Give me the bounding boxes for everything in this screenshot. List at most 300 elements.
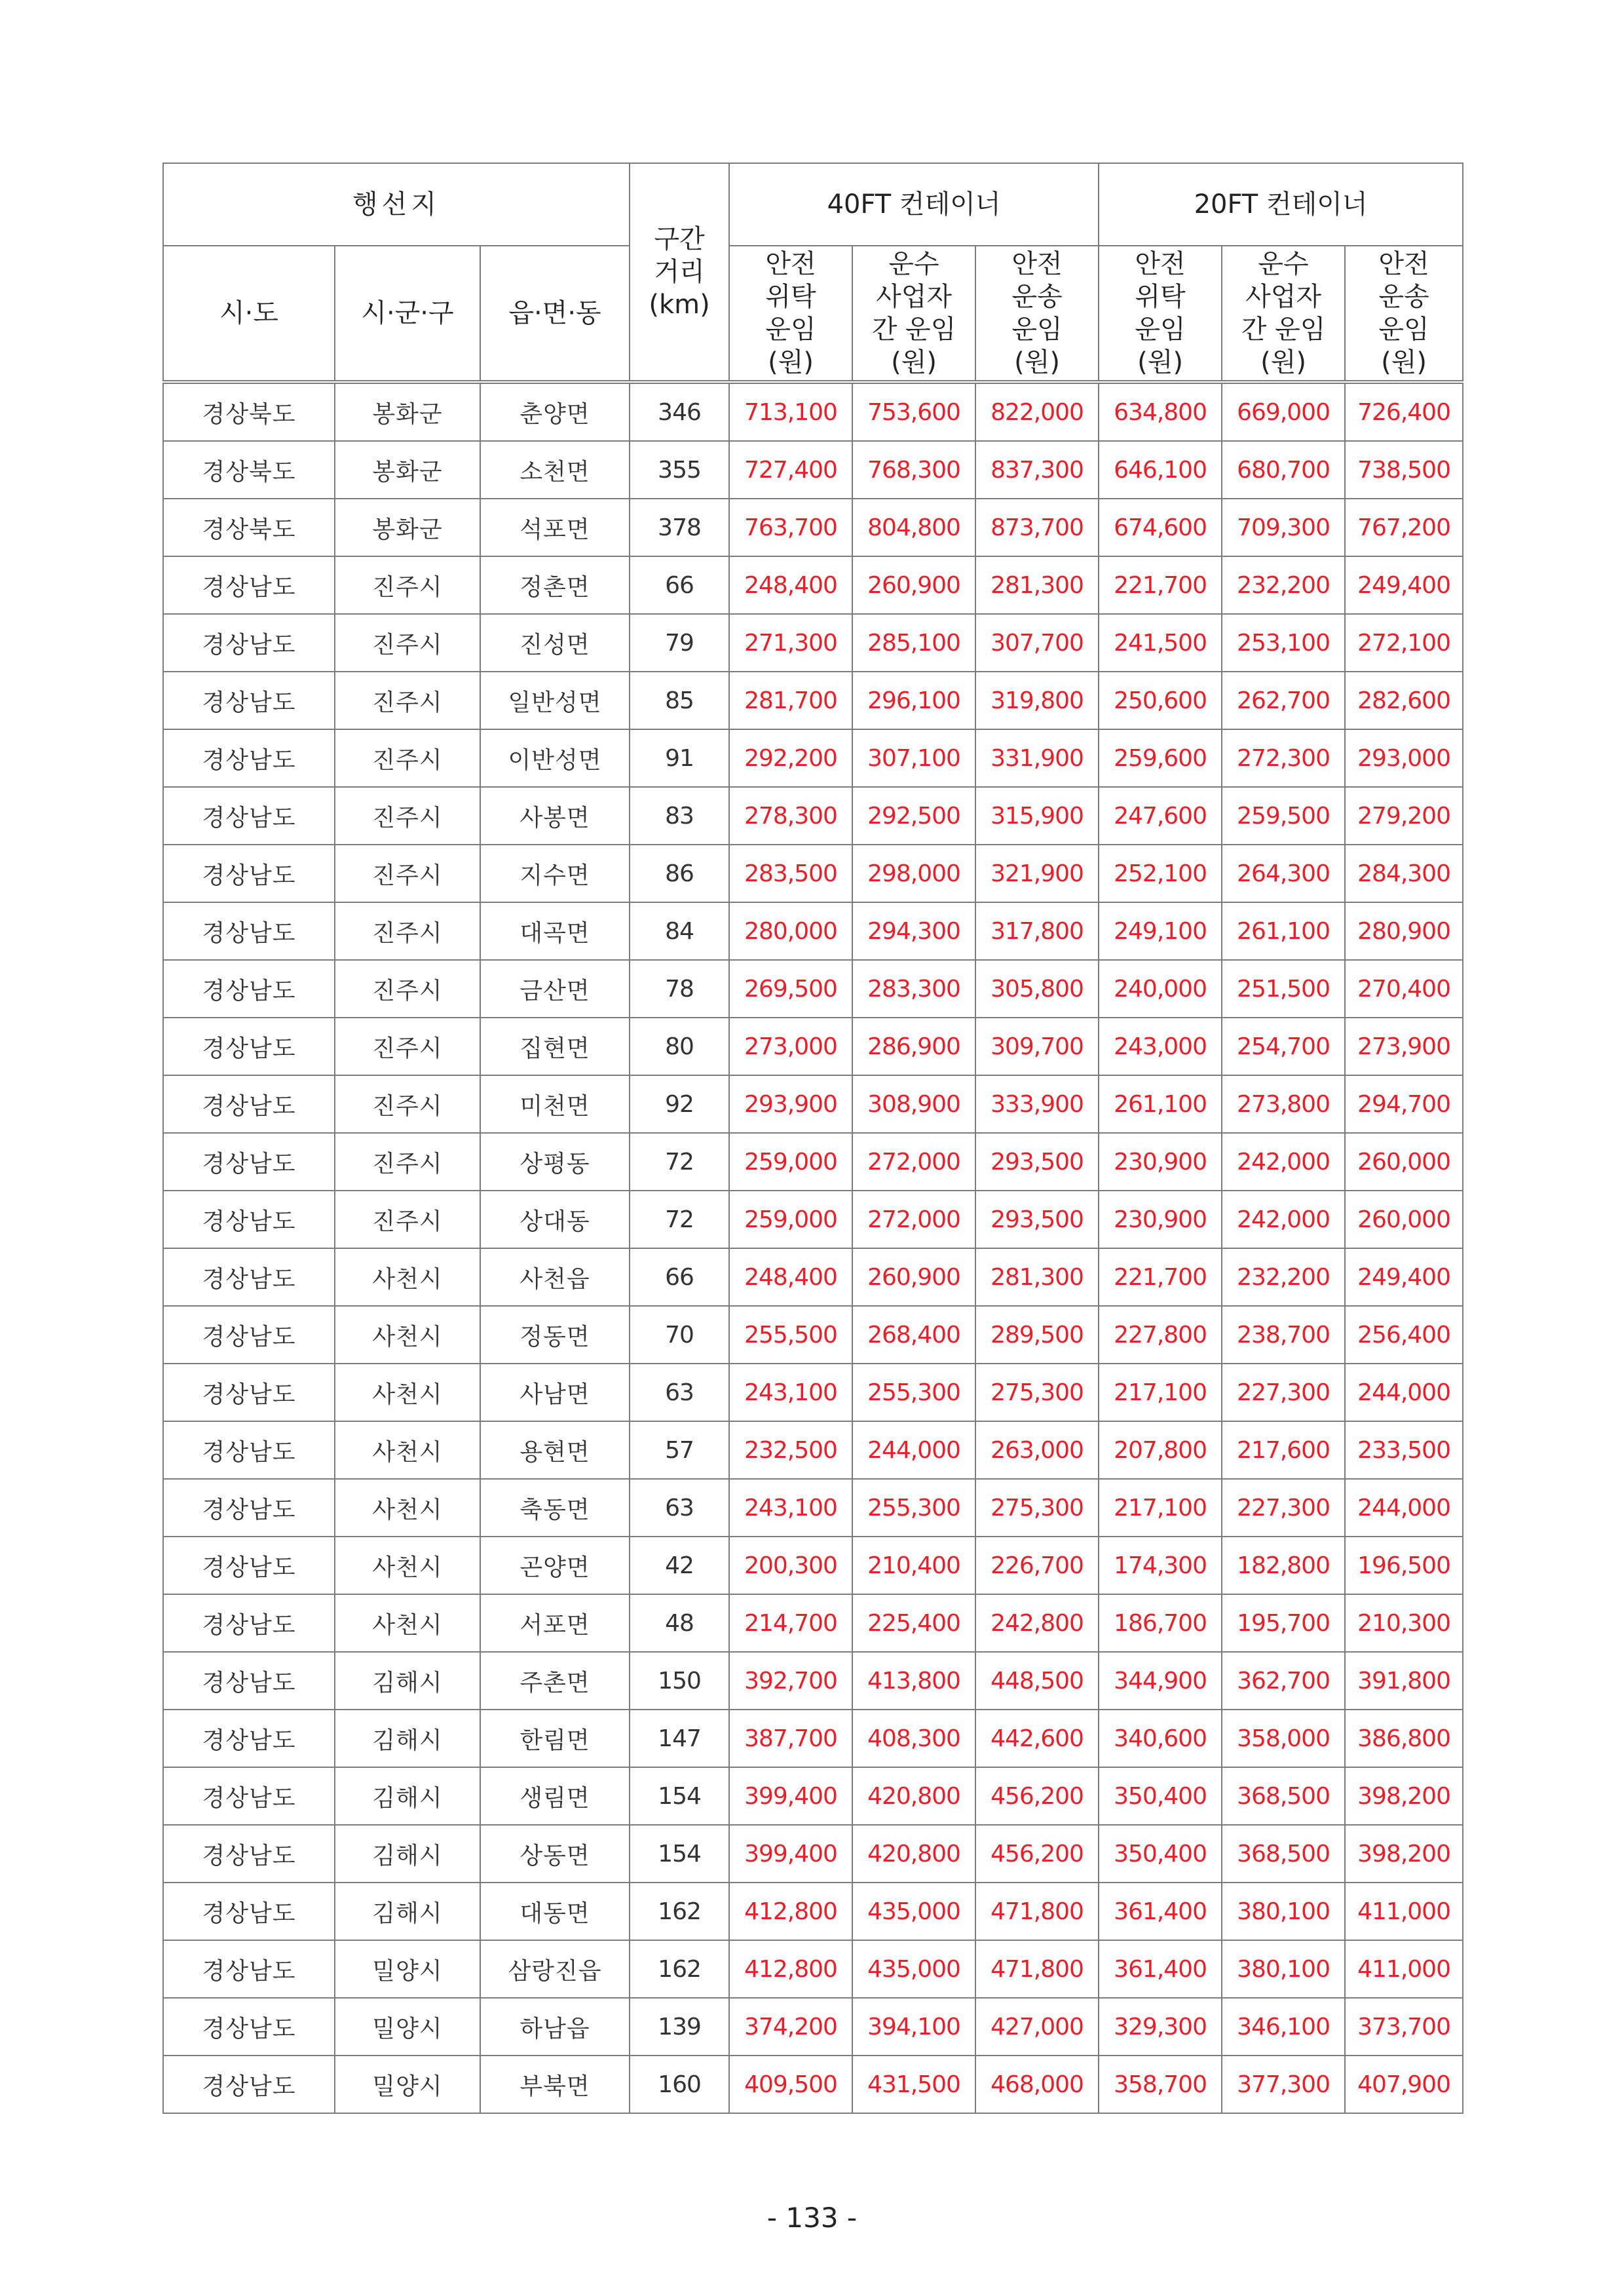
safety-consign-40ft-cell: 278,300 <box>729 787 852 845</box>
safety-consign-20ft-cell: 230,900 <box>1099 1191 1222 1248</box>
town-cell: 용현면 <box>480 1421 630 1479</box>
safety-consign-20ft-cell: 247,600 <box>1099 787 1222 845</box>
city-cell: 진주시 <box>335 1191 480 1248</box>
safety-consign-20ft-cell: 261,100 <box>1099 1075 1222 1133</box>
province-cell: 경상남도 <box>163 1248 335 1306</box>
town-cell: 생림면 <box>480 1767 630 1825</box>
carrier-fare-40ft-cell: 210,400 <box>852 1537 975 1594</box>
distance-cell: 150 <box>630 1652 729 1710</box>
town-cell: 집현면 <box>480 1018 630 1075</box>
carrier-fare-20ft-cell: 254,700 <box>1222 1018 1345 1075</box>
table-row <box>163 1191 1463 1248</box>
province-cell: 경상남도 <box>163 1421 335 1479</box>
safety-transport-20ft-cell: 411,000 <box>1345 1883 1463 1940</box>
carrier-fare-20ft-cell: 264,300 <box>1222 845 1345 902</box>
table-row <box>163 1075 1463 1133</box>
table-row <box>163 1998 1463 2056</box>
safety-consign-40ft-cell: 273,000 <box>729 1018 852 1075</box>
safety-transport-20ft-cell: 398,200 <box>1345 1767 1463 1825</box>
province-cell: 경상남도 <box>163 1825 335 1883</box>
safety-transport-20ft-cell: 726,400 <box>1345 382 1463 441</box>
safety-consign-40ft-cell: 763,700 <box>729 499 852 556</box>
safety-consign-40ft-cell: 271,300 <box>729 614 852 672</box>
safety-consign-40ft-cell: 280,000 <box>729 902 852 960</box>
city-cell: 진주시 <box>335 787 480 845</box>
town-cell: 미천면 <box>480 1075 630 1133</box>
safety-transport-40ft-cell: 275,300 <box>975 1364 1099 1421</box>
carrier-fare-40ft-cell: 294,300 <box>852 902 975 960</box>
table-row <box>163 1652 1463 1710</box>
safety-consign-20ft-cell: 358,700 <box>1099 2056 1222 2113</box>
safety-consign-40ft-cell: 412,800 <box>729 1883 852 1940</box>
province-cell: 경상남도 <box>163 845 335 902</box>
city-cell: 봉화군 <box>335 382 480 441</box>
carrier-fare-20ft-cell: 238,700 <box>1222 1306 1345 1364</box>
safety-transport-40ft-cell: 275,300 <box>975 1479 1099 1537</box>
safety-consign-40ft-cell: 387,700 <box>729 1710 852 1767</box>
city-cell: 사천시 <box>335 1248 480 1306</box>
table-row <box>163 1306 1463 1364</box>
carrier-fare-20ft-cell: 262,700 <box>1222 672 1345 729</box>
safety-transport-40ft-cell: 427,000 <box>975 1998 1099 2056</box>
safety-transport-20ft-cell: 256,400 <box>1345 1306 1463 1364</box>
table-row <box>163 1364 1463 1421</box>
carrier-fare-40ft-cell: 283,300 <box>852 960 975 1018</box>
city-cell: 진주시 <box>335 960 480 1018</box>
safety-transport-20ft-cell: 767,200 <box>1345 499 1463 556</box>
distance-cell: 57 <box>630 1421 729 1479</box>
carrier-fare-40ft-cell: 435,000 <box>852 1883 975 1940</box>
safety-transport-20ft-cell: 284,300 <box>1345 845 1463 902</box>
carrier-fare-20ft-cell: 377,300 <box>1222 2056 1345 2113</box>
carrier-fare-20ft-cell: 251,500 <box>1222 960 1345 1018</box>
safety-consign-40ft-cell: 232,500 <box>729 1421 852 1479</box>
province-cell: 경상남도 <box>163 1075 335 1133</box>
carrier-fare-40ft-cell: 260,900 <box>852 1248 975 1306</box>
safety-transport-40ft-cell: 331,900 <box>975 729 1099 787</box>
city-cell: 봉화군 <box>335 441 480 499</box>
carrier-fare-40ft-cell: 225,400 <box>852 1594 975 1652</box>
town-cell: 사천읍 <box>480 1248 630 1306</box>
province-cell: 경상남도 <box>163 902 335 960</box>
safety-transport-20ft-cell: 196,500 <box>1345 1537 1463 1594</box>
safety-transport-40ft-cell: 226,700 <box>975 1537 1099 1594</box>
safety-consign-40ft-cell: 255,500 <box>729 1306 852 1364</box>
safety-consign-20ft-cell: 217,100 <box>1099 1364 1222 1421</box>
city-cell: 사천시 <box>335 1306 480 1364</box>
safety-consign-20ft-label: 안전 위탁 운임 (원) <box>1135 249 1186 377</box>
province-cell: 경상남도 <box>163 614 335 672</box>
distance-cell: 378 <box>630 499 729 556</box>
carrier-fare-20ft-cell: 259,500 <box>1222 787 1345 845</box>
town-cell: 금산면 <box>480 960 630 1018</box>
carrier-fare-20ft-cell: 261,100 <box>1222 902 1345 960</box>
safety-transport-40ft-cell: 305,800 <box>975 960 1099 1018</box>
province-cell: 경상남도 <box>163 960 335 1018</box>
safety-transport-20ft-header <box>1345 246 1463 382</box>
carrier-fare-20ft-header <box>1222 246 1345 382</box>
distance-cell: 147 <box>630 1710 729 1767</box>
table-row <box>163 556 1463 614</box>
table-row <box>163 1537 1463 1594</box>
distance-cell: 83 <box>630 787 729 845</box>
distance-cell: 84 <box>630 902 729 960</box>
safety-transport-40ft-cell: 315,900 <box>975 787 1099 845</box>
safety-consign-40ft-cell: 399,400 <box>729 1767 852 1825</box>
safety-transport-20ft-cell: 294,700 <box>1345 1075 1463 1133</box>
carrier-fare-20ft-cell: 195,700 <box>1222 1594 1345 1652</box>
distance-cell: 63 <box>630 1479 729 1537</box>
carrier-fare-20ft-cell: 680,700 <box>1222 441 1345 499</box>
safety-consign-20ft-cell: 250,600 <box>1099 672 1222 729</box>
city-cell: 사천시 <box>335 1537 480 1594</box>
carrier-fare-20ft-cell: 346,100 <box>1222 1998 1345 2056</box>
safety-consign-40ft-cell: 412,800 <box>729 1940 852 1998</box>
safety-transport-40ft-cell: 263,000 <box>975 1421 1099 1479</box>
carrier-fare-40ft-cell: 394,100 <box>852 1998 975 2056</box>
safety-transport-20ft-label: 안전 운송 운임 (원) <box>1378 249 1429 377</box>
safety-consign-20ft-cell: 221,700 <box>1099 1248 1222 1306</box>
table-row <box>163 902 1463 960</box>
town-cell: 사봉면 <box>480 787 630 845</box>
table-row <box>163 1710 1463 1767</box>
town-cell: 대동면 <box>480 1883 630 1940</box>
carrier-fare-20ft-cell: 253,100 <box>1222 614 1345 672</box>
safety-consign-40ft-cell: 293,900 <box>729 1075 852 1133</box>
province-cell: 경상남도 <box>163 1594 335 1652</box>
container-40ft-header: 40FT 컨테이너 <box>729 163 1099 246</box>
safety-transport-40ft-cell: 873,700 <box>975 499 1099 556</box>
safety-consign-20ft-cell: 230,900 <box>1099 1133 1222 1191</box>
carrier-fare-40ft-cell: 307,100 <box>852 729 975 787</box>
safety-consign-20ft-cell: 634,800 <box>1099 382 1222 441</box>
safety-transport-20ft-cell: 279,200 <box>1345 787 1463 845</box>
table-row <box>163 1421 1463 1479</box>
province-cell: 경상남도 <box>163 1306 335 1364</box>
safety-consign-20ft-cell: 207,800 <box>1099 1421 1222 1479</box>
safety-consign-40ft-cell: 713,100 <box>729 382 852 441</box>
province-cell: 경상남도 <box>163 2056 335 2113</box>
distance-cell: 85 <box>630 672 729 729</box>
carrier-fare-20ft-cell: 669,000 <box>1222 382 1345 441</box>
table-row <box>163 614 1463 672</box>
safety-transport-20ft-cell: 273,900 <box>1345 1018 1463 1075</box>
safety-consign-40ft-label: 안전 위탁 운임 (원) <box>765 249 816 377</box>
city-cell: 진주시 <box>335 556 480 614</box>
safety-consign-40ft-cell: 243,100 <box>729 1364 852 1421</box>
destination-header: 행선지 <box>163 163 630 246</box>
carrier-fare-40ft-cell: 420,800 <box>852 1767 975 1825</box>
safety-consign-40ft-cell: 269,500 <box>729 960 852 1018</box>
table-row <box>163 499 1463 556</box>
province-cell: 경상남도 <box>163 672 335 729</box>
distance-cell: 66 <box>630 1248 729 1306</box>
safety-transport-20ft-cell: 233,500 <box>1345 1421 1463 1479</box>
carrier-fare-40ft-cell: 408,300 <box>852 1710 975 1767</box>
carrier-fare-40ft-cell: 286,900 <box>852 1018 975 1075</box>
distance-cell: 139 <box>630 1998 729 2056</box>
safety-consign-20ft-cell: 249,100 <box>1099 902 1222 960</box>
province-cell: 경상남도 <box>163 787 335 845</box>
safety-consign-40ft-cell: 248,400 <box>729 556 852 614</box>
carrier-fare-40ft-cell: 244,000 <box>852 1421 975 1479</box>
safety-transport-40ft-cell: 456,200 <box>975 1767 1099 1825</box>
table-header <box>163 163 1463 382</box>
city-cell: 봉화군 <box>335 499 480 556</box>
town-cell: 이반성면 <box>480 729 630 787</box>
carrier-fare-40ft-cell: 296,100 <box>852 672 975 729</box>
safety-transport-40ft-cell: 289,500 <box>975 1306 1099 1364</box>
carrier-fare-20ft-cell: 380,100 <box>1222 1940 1345 1998</box>
province-cell: 경상남도 <box>163 1018 335 1075</box>
page-number: - 133 - <box>766 2202 858 2234</box>
safety-consign-40ft-cell: 259,000 <box>729 1133 852 1191</box>
carrier-fare-20ft-cell: 227,300 <box>1222 1364 1345 1421</box>
safety-transport-20ft-cell: 282,600 <box>1345 672 1463 729</box>
province-cell: 경상남도 <box>163 1940 335 1998</box>
safety-consign-40ft-cell: 200,300 <box>729 1537 852 1594</box>
safety-consign-40ft-cell: 259,000 <box>729 1191 852 1248</box>
carrier-fare-40ft-cell: 413,800 <box>852 1652 975 1710</box>
province-cell: 경상북도 <box>163 441 335 499</box>
table-row <box>163 382 1463 441</box>
distance-cell: 48 <box>630 1594 729 1652</box>
safety-transport-40ft-cell: 317,800 <box>975 902 1099 960</box>
safety-transport-20ft-cell: 280,900 <box>1345 902 1463 960</box>
safety-consign-40ft-header <box>729 246 852 382</box>
distance-cell: 355 <box>630 441 729 499</box>
carrier-fare-40ft-cell: 753,600 <box>852 382 975 441</box>
distance-cell: 72 <box>630 1133 729 1191</box>
carrier-fare-40ft-cell: 272,000 <box>852 1191 975 1248</box>
town-cell: 축동면 <box>480 1479 630 1537</box>
distance-cell: 86 <box>630 845 729 902</box>
town-cell: 주촌면 <box>480 1652 630 1710</box>
carrier-fare-40ft-cell: 255,300 <box>852 1479 975 1537</box>
city-cell: 김해시 <box>335 1652 480 1710</box>
safety-transport-20ft-cell: 272,100 <box>1345 614 1463 672</box>
safety-consign-20ft-cell: 674,600 <box>1099 499 1222 556</box>
table-row <box>163 1883 1463 1940</box>
city-cell: 진주시 <box>335 1075 480 1133</box>
safety-transport-40ft-cell: 456,200 <box>975 1825 1099 1883</box>
safety-consign-20ft-cell: 340,600 <box>1099 1710 1222 1767</box>
safety-consign-40ft-cell: 399,400 <box>729 1825 852 1883</box>
distance-cell: 92 <box>630 1075 729 1133</box>
distance-cell: 70 <box>630 1306 729 1364</box>
town-cell: 대곡면 <box>480 902 630 960</box>
distance-cell: 154 <box>630 1825 729 1883</box>
city-cell: 사천시 <box>335 1594 480 1652</box>
city-cell: 진주시 <box>335 1133 480 1191</box>
safety-transport-40ft-cell: 281,300 <box>975 556 1099 614</box>
town-cell: 석포면 <box>480 499 630 556</box>
safety-transport-40ft-cell: 293,500 <box>975 1133 1099 1191</box>
distance-header <box>630 163 729 382</box>
distance-cell: 66 <box>630 556 729 614</box>
safety-transport-40ft-cell: 333,900 <box>975 1075 1099 1133</box>
distance-cell: 80 <box>630 1018 729 1075</box>
carrier-fare-40ft-label: 운수 사업자 간 운임 (원) <box>871 249 956 377</box>
distance-cell: 72 <box>630 1191 729 1248</box>
safety-consign-40ft-cell: 243,100 <box>729 1479 852 1537</box>
carrier-fare-20ft-cell: 709,300 <box>1222 499 1345 556</box>
carrier-fare-40ft-header <box>852 246 975 382</box>
carrier-fare-20ft-cell: 273,800 <box>1222 1075 1345 1133</box>
safety-transport-20ft-cell: 386,800 <box>1345 1710 1463 1767</box>
carrier-fare-20ft-cell: 368,500 <box>1222 1825 1345 1883</box>
safety-consign-20ft-cell: 344,900 <box>1099 1652 1222 1710</box>
safety-consign-20ft-cell: 329,300 <box>1099 1998 1222 2056</box>
safety-transport-20ft-cell: 738,500 <box>1345 441 1463 499</box>
town-cell: 소천면 <box>480 441 630 499</box>
carrier-fare-40ft-cell: 298,000 <box>852 845 975 902</box>
safety-transport-40ft-cell: 242,800 <box>975 1594 1099 1652</box>
city-cell: 사천시 <box>335 1479 480 1537</box>
town-cell: 정동면 <box>480 1306 630 1364</box>
city-cell: 김해시 <box>335 1825 480 1883</box>
city-cell: 김해시 <box>335 1883 480 1940</box>
table-row <box>163 672 1463 729</box>
safety-transport-20ft-cell: 249,400 <box>1345 1248 1463 1306</box>
carrier-fare-20ft-cell: 272,300 <box>1222 729 1345 787</box>
town-cell: 진성면 <box>480 614 630 672</box>
safety-consign-40ft-cell: 374,200 <box>729 1998 852 2056</box>
safety-transport-40ft-cell: 468,000 <box>975 2056 1099 2113</box>
safety-consign-20ft-cell: 227,800 <box>1099 1306 1222 1364</box>
safety-transport-20ft-cell: 210,300 <box>1345 1594 1463 1652</box>
city-cell: 김해시 <box>335 1710 480 1767</box>
carrier-fare-20ft-cell: 217,600 <box>1222 1421 1345 1479</box>
table-row <box>163 729 1463 787</box>
carrier-fare-20ft-cell: 368,500 <box>1222 1767 1345 1825</box>
carrier-fare-40ft-cell: 420,800 <box>852 1825 975 1883</box>
province-cell: 경상남도 <box>163 1191 335 1248</box>
carrier-fare-40ft-cell: 255,300 <box>852 1364 975 1421</box>
province-cell: 경상남도 <box>163 729 335 787</box>
town-header: 읍·면·동 <box>480 246 630 382</box>
table-row <box>163 1767 1463 1825</box>
safety-transport-20ft-cell: 249,400 <box>1345 556 1463 614</box>
safety-transport-20ft-cell: 373,700 <box>1345 1998 1463 2056</box>
carrier-fare-40ft-cell: 285,100 <box>852 614 975 672</box>
province-cell: 경상남도 <box>163 1133 335 1191</box>
table-row <box>163 1594 1463 1652</box>
town-cell: 사남면 <box>480 1364 630 1421</box>
table-row <box>163 2056 1463 2113</box>
carrier-fare-40ft-cell: 308,900 <box>852 1075 975 1133</box>
safety-consign-20ft-cell: 252,100 <box>1099 845 1222 902</box>
distance-cell: 63 <box>630 1364 729 1421</box>
town-cell: 지수면 <box>480 845 630 902</box>
province-cell: 경상남도 <box>163 1364 335 1421</box>
carrier-fare-40ft-cell: 804,800 <box>852 499 975 556</box>
table-row <box>163 1248 1463 1306</box>
city-cell: 밀양시 <box>335 1940 480 1998</box>
distance-cell: 79 <box>630 614 729 672</box>
safety-consign-20ft-cell: 217,100 <box>1099 1479 1222 1537</box>
safety-transport-40ft-cell: 442,600 <box>975 1710 1099 1767</box>
carrier-fare-20ft-cell: 242,000 <box>1222 1133 1345 1191</box>
town-cell: 일반성면 <box>480 672 630 729</box>
safety-transport-40ft-cell: 471,800 <box>975 1883 1099 1940</box>
town-cell: 상동면 <box>480 1825 630 1883</box>
town-cell: 정촌면 <box>480 556 630 614</box>
safety-transport-40ft-cell: 448,500 <box>975 1652 1099 1710</box>
distance-cell: 162 <box>630 1883 729 1940</box>
city-cell: 진주시 <box>335 845 480 902</box>
safety-consign-20ft-cell: 186,700 <box>1099 1594 1222 1652</box>
province-cell: 경상남도 <box>163 1998 335 2056</box>
safety-transport-20ft-cell: 293,000 <box>1345 729 1463 787</box>
safety-consign-20ft-cell: 221,700 <box>1099 556 1222 614</box>
town-cell: 서포면 <box>480 1594 630 1652</box>
town-cell: 상평동 <box>480 1133 630 1191</box>
safety-consign-20ft-cell: 259,600 <box>1099 729 1222 787</box>
safety-consign-20ft-cell: 350,400 <box>1099 1767 1222 1825</box>
carrier-fare-40ft-cell: 768,300 <box>852 441 975 499</box>
city-cell: 진주시 <box>335 614 480 672</box>
distance-cell: 162 <box>630 1940 729 1998</box>
city-cell: 밀양시 <box>335 2056 480 2113</box>
city-cell: 사천시 <box>335 1421 480 1479</box>
safety-transport-20ft-cell: 260,000 <box>1345 1191 1463 1248</box>
safety-consign-20ft-cell: 240,000 <box>1099 960 1222 1018</box>
province-cell: 경상남도 <box>163 1537 335 1594</box>
safety-consign-40ft-cell: 283,500 <box>729 845 852 902</box>
province-cell: 경상북도 <box>163 499 335 556</box>
freight-rate-table <box>162 163 1463 2114</box>
carrier-fare-40ft-cell: 272,000 <box>852 1133 975 1191</box>
safety-consign-40ft-cell: 727,400 <box>729 441 852 499</box>
carrier-fare-20ft-label: 운수 사업자 간 운임 (원) <box>1241 249 1326 377</box>
city-cell: 진주시 <box>335 729 480 787</box>
safety-consign-20ft-cell: 241,500 <box>1099 614 1222 672</box>
city-cell: 사천시 <box>335 1364 480 1421</box>
table-row <box>163 1133 1463 1191</box>
province-cell: 경상남도 <box>163 1479 335 1537</box>
city-cell: 진주시 <box>335 902 480 960</box>
distance-header-label: 구간 거리 (km) <box>649 224 710 320</box>
safety-transport-40ft-cell: 837,300 <box>975 441 1099 499</box>
table-row <box>163 1825 1463 1883</box>
safety-transport-40ft-cell: 822,000 <box>975 382 1099 441</box>
distance-cell: 346 <box>630 382 729 441</box>
table-row <box>163 787 1463 845</box>
container-20ft-header: 20FT 컨테이너 <box>1099 163 1463 246</box>
safety-transport-40ft-header <box>975 246 1099 382</box>
safety-transport-40ft-cell: 307,700 <box>975 614 1099 672</box>
safety-transport-20ft-cell: 270,400 <box>1345 960 1463 1018</box>
table-row <box>163 441 1463 499</box>
safety-consign-20ft-cell: 174,300 <box>1099 1537 1222 1594</box>
carrier-fare-20ft-cell: 227,300 <box>1222 1479 1345 1537</box>
safety-consign-20ft-cell: 361,400 <box>1099 1940 1222 1998</box>
carrier-fare-40ft-cell: 268,400 <box>852 1306 975 1364</box>
province-cell: 경상북도 <box>163 382 335 441</box>
town-cell: 삼랑진읍 <box>480 1940 630 1998</box>
table-row <box>163 960 1463 1018</box>
safety-transport-20ft-cell: 244,000 <box>1345 1479 1463 1537</box>
safety-transport-40ft-cell: 319,800 <box>975 672 1099 729</box>
safety-consign-20ft-cell: 361,400 <box>1099 1883 1222 1940</box>
safety-consign-40ft-cell: 281,700 <box>729 672 852 729</box>
table-row <box>163 1940 1463 1998</box>
carrier-fare-20ft-cell: 358,000 <box>1222 1710 1345 1767</box>
safety-transport-20ft-cell: 260,000 <box>1345 1133 1463 1191</box>
safety-consign-20ft-header <box>1099 246 1222 382</box>
safety-transport-40ft-cell: 309,700 <box>975 1018 1099 1075</box>
